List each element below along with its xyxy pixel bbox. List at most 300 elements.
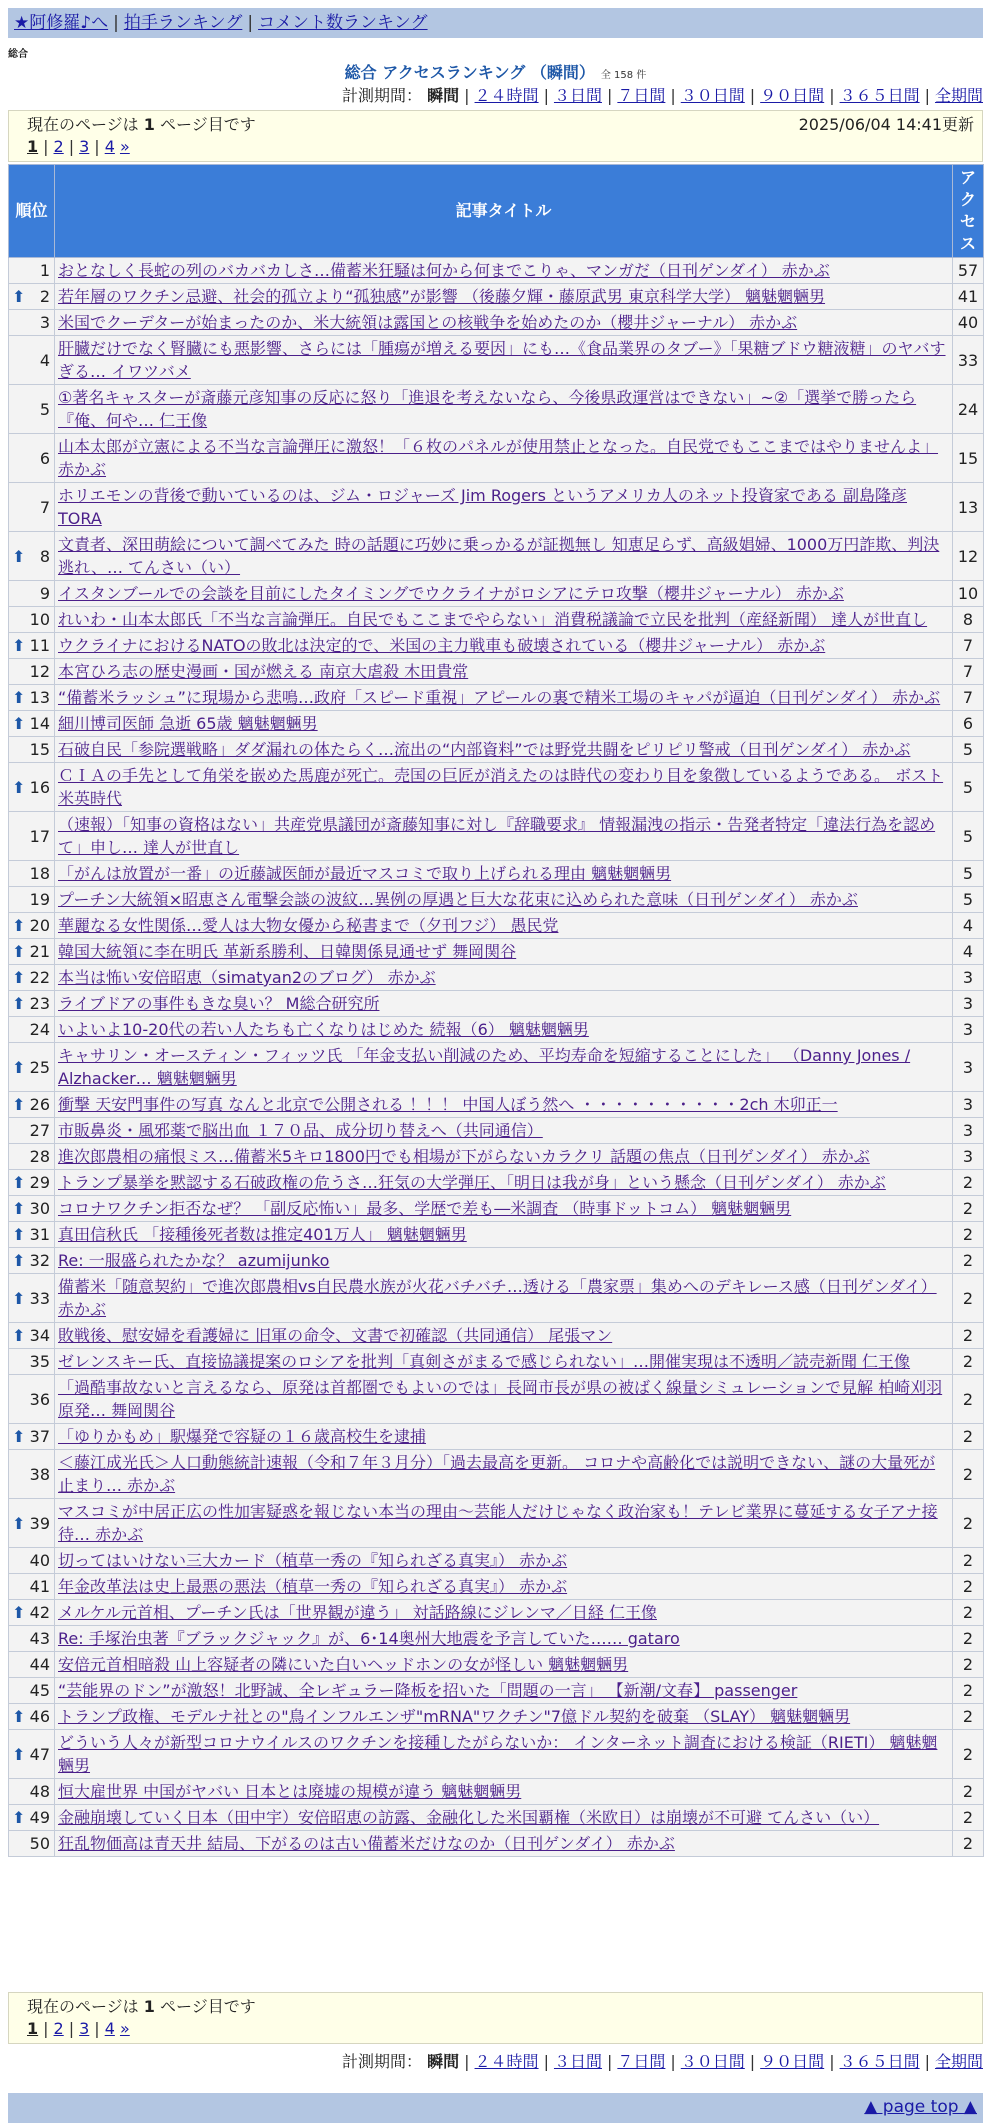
page-link-3[interactable]: 3 <box>79 137 90 156</box>
article-link[interactable]: 恒大雇世界 中国がヤバい 日本とは廃墟の規模が違う 魑魅魍魎男 <box>58 1782 522 1801</box>
table-row <box>9 258 984 284</box>
table-row <box>9 607 984 633</box>
rank-cell <box>9 812 55 861</box>
access-count: 6 <box>953 711 984 737</box>
comment-ranking-link[interactable]: コメント数ランキング <box>258 13 428 33</box>
next-page-link[interactable]: » <box>119 137 130 156</box>
table-row <box>9 887 984 913</box>
page-link-4[interactable]: 4 <box>104 137 115 156</box>
page-link-2[interactable]: 2 <box>53 137 64 156</box>
period-link-4[interactable]: ９０日間 <box>760 86 825 105</box>
access-count: 7 <box>953 659 984 685</box>
rank-number: 21 <box>29 942 50 961</box>
rank-cell <box>9 607 55 633</box>
arrow-up-icon: ⬆ <box>12 287 26 306</box>
access-count: 2 <box>953 1779 984 1805</box>
rank-cell <box>9 1323 55 1349</box>
rank-number: 15 <box>29 740 50 759</box>
page-top-link[interactable]: ▲ page top ▲ <box>864 2097 977 2117</box>
current-page-suffix: ページ目です <box>154 1997 256 2016</box>
period-label: 計測期間： <box>342 2052 423 2071</box>
rank-cell <box>9 711 55 737</box>
rank-number: 50 <box>29 1834 50 1853</box>
rank-number: 31 <box>29 1225 50 1244</box>
access-count: 2 <box>953 1704 984 1730</box>
article-link[interactable]: Re: 一服盛られたかな？ azumijunko <box>58 1251 330 1270</box>
rank-cell <box>9 532 55 581</box>
nav-separator: | <box>247 13 254 33</box>
rank-number: 5 <box>39 399 50 419</box>
page-separator: | <box>43 137 49 156</box>
title-cell <box>55 434 953 483</box>
rank-number: 49 <box>29 1808 50 1827</box>
rank-number: 22 <box>29 968 50 987</box>
rank-cell <box>9 737 55 763</box>
access-count: 4 <box>953 913 984 939</box>
arrow-up-icon: ⬆ <box>12 1173 26 1192</box>
rank-cell <box>9 1600 55 1626</box>
title-cell <box>55 284 953 310</box>
access-count: 3 <box>953 1043 984 1092</box>
page-current: 1 <box>27 137 39 156</box>
title-cell <box>55 1323 953 1349</box>
access-count: 2 <box>953 1248 984 1274</box>
article-link[interactable]: ホリエモンの背後で動いているのは、ジム・ロジャーズ Jim Rogers というアメリカ人のネット投資家である 副島隆彦 TORA <box>58 486 907 528</box>
period-current: 瞬間 <box>427 2052 460 2071</box>
title-cell <box>55 1170 953 1196</box>
rank-cell <box>9 763 55 812</box>
table-row <box>9 336 984 385</box>
header-rank: 順位 <box>9 165 55 258</box>
rank-cell <box>9 991 55 1017</box>
title-cell <box>55 532 953 581</box>
page-separator: | <box>68 137 75 156</box>
article-link[interactable]: トランプ政権、モデルナ社との"鳥インフルエンザ"mRNA"ワクチン"7億ドル契約を破棄 （SLAY） 魑魅魍魎男 <box>58 1707 851 1726</box>
rank-cell <box>9 1017 55 1043</box>
article-link[interactable]: 本当は怖い安倍昭恵（simatyan2のブログ） 赤かぶ <box>58 968 436 987</box>
title-cell <box>55 385 953 434</box>
article-link[interactable]: 若年層のワクチン忌避、社会的孤立より“孤独感”が影響 （後藤夕輝・藤原武男 東京科学大学） 魑魅魍魎男 <box>58 287 826 306</box>
article-link[interactable]: コロナワクチン拒否なぜ？ 「副反応怖い」最多、学歴で差も―米調査 （時事ドットコム） 魑魅魍魎男 <box>58 1199 792 1218</box>
access-count: 5 <box>953 812 984 861</box>
rank-number: 16 <box>29 777 50 797</box>
rank-cell <box>9 1548 55 1574</box>
ranking-header <box>0 60 991 83</box>
article-link[interactable]: “芸能界のドン”が激怒！北野誠、全レギュラー降板を招いた「問題の一言」 【新潮/文春】 passenger <box>58 1681 798 1700</box>
access-count: 2 <box>953 1730 984 1779</box>
table-row <box>9 711 984 737</box>
article-link[interactable]: 衝撃 天安門事件の写真 なんと北京で公開される ！！！ 中国人ぼう然へ ・・・・・・・・・・2ch 木卯正一 <box>58 1095 838 1114</box>
article-link[interactable]: 石破自民「参院選戦略」ダダ漏れの体たらく…流出の“内部資料”では野党共闘をピリピリ警戒（日刊ゲンダイ） 赤かぶ <box>58 740 911 759</box>
title-cell <box>55 633 953 659</box>
access-count: 3 <box>953 1118 984 1144</box>
rank-cell <box>9 1092 55 1118</box>
access-count: 4 <box>953 939 984 965</box>
article-link[interactable]: Re: 手塚治虫著『ブラックジャック』が、6･14奥州大地震を予言していた…… gataro <box>58 1629 680 1648</box>
arrow-up-icon: ⬆ <box>12 942 26 961</box>
period-link-1[interactable]: ３日間 <box>553 86 602 105</box>
article-link[interactable]: 韓国大統領に李在明氏 革新系勝利、日韓関係見通せず 舞岡関谷 <box>58 942 517 961</box>
article-link[interactable]: ＣＩＡの手先として角栄を嵌めた馬鹿が死亡。売国の巨匠が消えたのは時代の変わり目を象徴しているようである。 ボスト米英時代 <box>58 766 944 808</box>
rank-cell <box>9 1196 55 1222</box>
period-separator: | <box>606 86 613 105</box>
rank-number: 3 <box>39 313 50 332</box>
rank-cell <box>9 887 55 913</box>
rank-cell <box>9 1626 55 1652</box>
access-count: 5 <box>953 737 984 763</box>
access-count: 2 <box>953 1323 984 1349</box>
rank-number: 35 <box>29 1352 50 1371</box>
table-row <box>9 913 984 939</box>
rank-number: 43 <box>29 1629 50 1648</box>
period-separator: | <box>829 86 835 105</box>
rank-cell <box>9 1248 55 1274</box>
arrow-up-icon: ⬆ <box>12 1603 26 1622</box>
access-count: 12 <box>953 532 984 581</box>
article-link[interactable]: 文責者、深田萌絵について調べてみた 時の話題に巧妙に乗っかるが証拠無し 知恵足らず、高級娼婦、1000万円詐欺、判決逃れ、… てんさい（い） <box>58 535 940 577</box>
access-count: 2 <box>953 1548 984 1574</box>
table-row <box>9 1274 984 1323</box>
rank-number: 18 <box>29 864 50 883</box>
table-row <box>9 1424 984 1450</box>
article-link[interactable]: 細川博司医師 急逝 65歳 魑魅魍魎男 <box>58 714 318 733</box>
rank-cell <box>9 1779 55 1805</box>
access-count: 57 <box>953 258 984 284</box>
article-link[interactable]: おとなしく長蛇の列のバカバカしさ…備蓄米狂騒は何から何までこりゃ、マンガだ（日刊ゲンダイ） 赤かぶ <box>58 261 830 280</box>
access-count: 3 <box>953 1092 984 1118</box>
rank-number: 37 <box>29 1427 50 1446</box>
rank-number: 27 <box>29 1121 50 1140</box>
rank-cell <box>9 1043 55 1092</box>
rank-cell <box>9 1831 55 1857</box>
article-link[interactable]: 金融崩壊していく日本（田中宇）安倍昭恵の訪露、金融化した米国覇権（米欧日）は崩壊が不可避 てんさい（い） <box>58 1808 880 1827</box>
rank-number: 6 <box>39 448 50 468</box>
table-row <box>9 483 984 532</box>
access-count: 2 <box>953 1652 984 1678</box>
article-link[interactable]: ゼレンスキー氏、直接協議提案のロシアを批判「真剣さがまるで感じられない」…開催実現は不透明／読売新聞 仁王像 <box>58 1352 911 1371</box>
article-link[interactable]: キャサリン・オースティン・フィッツ氏 「年金支払い削減のため、平均寿命を短縮することにした」 （Danny Jones / Alzhacker… 魑魅魍魎男 <box>58 1046 911 1088</box>
rank-number: 19 <box>29 890 50 909</box>
period-link-5[interactable]: ３６５日間 <box>839 86 920 105</box>
ranking-table <box>8 164 984 1857</box>
period-separator: | <box>543 2052 549 2071</box>
title-cell <box>55 1704 953 1730</box>
title-cell <box>55 1349 953 1375</box>
arrow-up-icon: ⬆ <box>12 1707 26 1726</box>
table-row <box>9 1600 984 1626</box>
rank-cell <box>9 310 55 336</box>
arrow-up-icon: ⬆ <box>12 1326 26 1345</box>
table-row <box>9 659 984 685</box>
rank-cell <box>9 385 55 434</box>
article-link[interactable]: ①著名キャスターが斎藤元彦知事の反応に怒り「進退を考えないなら、今後県政運営はできない」~②「選挙で勝ったら『俺、何や… 仁王像 <box>58 388 917 430</box>
rank-number: 32 <box>29 1251 50 1270</box>
access-count: 2 <box>953 1678 984 1704</box>
current-page-number: 1 <box>143 115 155 134</box>
period-separator: | <box>670 2052 676 2071</box>
rank-number: 47 <box>29 1744 50 1764</box>
article-link[interactable]: 年金改革法は史上最悪の悪法（植草一秀の『知られざる真実』） 赤かぶ <box>58 1577 568 1596</box>
title-cell <box>55 1574 953 1600</box>
period-link-2[interactable]: ７日間 <box>617 86 666 105</box>
page-link-3[interactable]: 3 <box>79 2019 90 2038</box>
table-row <box>9 1548 984 1574</box>
rank-number: 10 <box>29 610 50 629</box>
arrow-up-icon: ⬆ <box>12 1095 26 1114</box>
article-link[interactable]: “備蓄米ラッシュ”に現場から悲鳴…政府「スピード重視」アピールの裏で精米工場のキャパが逼迫（日刊ゲンダイ） 赤かぶ <box>58 688 941 707</box>
access-count: 2 <box>953 1349 984 1375</box>
arrow-up-icon: ⬆ <box>12 994 26 1013</box>
rank-number: 38 <box>29 1464 50 1484</box>
table-row <box>9 861 984 887</box>
article-link[interactable]: 山本太郎が立憲による不当な言論弾圧に激怒！「６枚のパネルが使用禁止となった。自民党でもここまではやりませんよ」 赤かぶ <box>58 437 939 479</box>
rank-number: 45 <box>29 1681 50 1700</box>
article-link[interactable]: 備蓄米「随意契約」で進次郎農相vs自民農水族が火花バチバチ…透ける「農家票」集めへのデキレース感（日刊ゲンダイ） 赤かぶ <box>58 1277 937 1319</box>
article-link[interactable]: 華麗なる女性関係…愛人は大物女優から秘書まで（夕刊フジ） 愚民党 <box>58 916 559 935</box>
page-current: 1 <box>27 2019 39 2038</box>
table-row <box>9 633 984 659</box>
page-title: 総合 アクセスランキング （瞬間） <box>344 63 595 82</box>
arrow-up-icon: ⬆ <box>12 1057 26 1077</box>
access-count: 13 <box>953 483 984 532</box>
article-link[interactable]: 米国でクーデターが始まったのか、米大統領は露国との核戦争を始めたのか（櫻井ジャーナル） 赤かぶ <box>58 313 798 332</box>
period-link-3[interactable]: ３０日間 <box>680 2052 745 2071</box>
table-row <box>9 1626 984 1652</box>
access-count: 41 <box>953 284 984 310</box>
pagination <box>27 136 964 158</box>
article-link[interactable]: 切ってはいけない三大カード（植草一秀の『知られざる真実』） 赤かぶ <box>58 1551 568 1570</box>
table-row <box>9 991 984 1017</box>
article-link[interactable]: 「ゆりかもめ」駅爆発で容疑の１６歳高校生を逮捕 <box>58 1427 427 1446</box>
arrow-up-icon: ⬆ <box>12 1427 26 1446</box>
page-separator: | <box>43 2019 49 2038</box>
table-row <box>9 1170 984 1196</box>
period-label: 計測期間： <box>342 86 423 105</box>
current-page-suffix: ページ目です <box>154 115 256 134</box>
clap-ranking-link[interactable]: 拍手ランキング <box>123 13 243 33</box>
article-link[interactable]: 真田信秋氏 「接種後死者数は推定401万人」 魑魅魍魎男 <box>58 1225 467 1244</box>
access-count: 24 <box>953 385 984 434</box>
title-cell <box>55 1196 953 1222</box>
rank-cell <box>9 633 55 659</box>
access-count: 3 <box>953 1017 984 1043</box>
rank-cell <box>9 1144 55 1170</box>
rank-number: 34 <box>29 1326 50 1345</box>
rank-number: 2 <box>39 287 50 306</box>
title-cell <box>55 685 953 711</box>
access-count: 2 <box>953 1424 984 1450</box>
period-separator: | <box>749 86 756 105</box>
article-link[interactable]: ライブドアの事件もきな臭い？ M総合研究所 <box>58 994 380 1013</box>
rank-cell <box>9 861 55 887</box>
article-link[interactable]: 進次郎農相の痛恨ミス…備蓄米5キロ1800円でも相場が下がらないカラクリ 話題の焦点（日刊ゲンダイ） 赤かぶ <box>58 1147 870 1166</box>
article-link[interactable]: プーチン大統領×昭恵さん電撃会談の波紋…異例の厚遇と巨大な花束に込められた意味（日刊ゲンダイ） 赤かぶ <box>58 890 858 909</box>
table-row <box>9 1323 984 1349</box>
access-count: 2 <box>953 1274 984 1323</box>
access-count: 2 <box>953 1831 984 1857</box>
article-link[interactable]: 本宮ひろ志の歴史漫画・国が燃える 南京大虐殺 木田貴常 <box>58 662 469 681</box>
article-link[interactable]: トランプ暴挙を黙認する石破政権の危うさ…狂気の大学弾圧、「明日は我が身」という懸念（日刊ゲンダイ） 赤かぶ <box>58 1173 886 1192</box>
title-cell <box>55 1222 953 1248</box>
item-count: 全 158 件 <box>600 70 647 81</box>
title-cell <box>55 1424 953 1450</box>
access-count: 7 <box>953 633 984 659</box>
table-row <box>9 685 984 711</box>
rank-number: 41 <box>29 1577 50 1596</box>
access-count: 2 <box>953 1450 984 1499</box>
page-link-4[interactable]: 4 <box>104 2019 115 2038</box>
article-link[interactable]: マスコミが中居正広の性加害疑惑を報じない本当の理由〜芸能人だけじゃなく政治家も！テレビ業界に蔓延する女子アナ接待… 赤かぶ <box>58 1502 938 1544</box>
period-link-6[interactable]: 全期間 <box>934 2052 983 2071</box>
period-link-5[interactable]: ３６５日間 <box>839 2052 920 2071</box>
page-separator: | <box>94 137 100 156</box>
rank-number: 42 <box>29 1603 50 1622</box>
rank-cell <box>9 1450 55 1499</box>
title-cell <box>55 1144 953 1170</box>
pager-top <box>8 110 983 162</box>
article-link[interactable]: 安倍元首相暗殺 山上容疑者の隣にいた白いヘッドホンの女が怪しい 魑魅魍魎男 <box>58 1655 629 1674</box>
access-count: 40 <box>953 310 984 336</box>
article-link[interactable]: 「がんは放置が一番」の近藤誠医師が最近マスコミで取り上げられる理由 魑魅魍魎男 <box>58 864 672 883</box>
article-link[interactable]: ウクライナにおけるNATOの敗北は決定的で、米国の主力戦車も破壊されている（櫻井ジャーナル） 赤かぶ <box>58 636 826 655</box>
title-cell <box>55 483 953 532</box>
title-cell <box>55 310 953 336</box>
title-cell <box>55 991 953 1017</box>
access-count: 2 <box>953 1600 984 1626</box>
title-cell <box>55 1274 953 1323</box>
article-link[interactable]: （速報）「知事の資格はない」共産党県議団が斎藤知事に対し『辞職要求』 情報漏洩の指示・告発者特定「違法行為を認めて」申し… 達人が世直し <box>58 815 936 857</box>
access-count: 2 <box>953 1499 984 1548</box>
rank-cell <box>9 685 55 711</box>
article-link[interactable]: ＜藤江成光氏＞人口動態統計速報（令和７年３月分）「過去最高を更新。 コロナや高齢化では説明できない、謎の大量死が止まり… 赤かぶ <box>58 1453 936 1495</box>
arrow-up-icon: ⬆ <box>12 1225 26 1244</box>
arrow-up-icon: ⬆ <box>12 714 26 733</box>
current-page-prefix: 現在のページは <box>27 1997 144 2016</box>
arrow-up-icon: ⬆ <box>12 916 26 935</box>
period-link-3[interactable]: ３０日間 <box>680 86 745 105</box>
access-count: 2 <box>953 1805 984 1831</box>
title-cell <box>55 258 953 284</box>
table-row <box>9 965 984 991</box>
article-link[interactable]: れいわ・山本太郎氏「不当な言論弾圧。自民でもここまでやらない」消費税議論で立民を批判（産経新聞） 達人が世直し <box>58 610 928 629</box>
table-row <box>9 310 984 336</box>
rank-cell <box>9 284 55 310</box>
next-page-link[interactable]: » <box>119 2019 130 2038</box>
table-row <box>9 812 984 861</box>
period-link-0[interactable]: ２４時間 <box>474 86 539 105</box>
arrow-up-icon: ⬆ <box>12 777 26 797</box>
arrow-up-icon: ⬆ <box>12 1513 26 1533</box>
table-row <box>9 763 984 812</box>
rank-number: 20 <box>29 916 50 935</box>
title-cell <box>55 1092 953 1118</box>
rank-cell <box>9 1170 55 1196</box>
updated-timestamp: 2025/06/04 14:41更新 <box>798 115 974 134</box>
period-link-4[interactable]: ９０日間 <box>760 2052 825 2071</box>
rank-cell <box>9 1805 55 1831</box>
title-cell <box>55 581 953 607</box>
access-count: 10 <box>953 581 984 607</box>
table-row <box>9 1704 984 1730</box>
article-link[interactable]: 「過酷事故ないと言えるなら、原発は首都圏でもよいのでは」長岡市長が県の被ばく線量シミュレーションで見解 柏崎刈羽原発… 舞岡関谷 <box>58 1378 943 1420</box>
table-row <box>9 1144 984 1170</box>
access-count: 33 <box>953 336 984 385</box>
rank-cell <box>9 434 55 483</box>
period-link-1[interactable]: ３日間 <box>553 2052 602 2071</box>
table-row <box>9 532 984 581</box>
title-cell <box>55 1118 953 1144</box>
article-link[interactable]: 市販鼻炎・風邪薬で脳出血 １７０品、成分切り替えへ（共同通信） <box>58 1121 543 1140</box>
rank-number: 39 <box>29 1513 50 1533</box>
rank-cell <box>9 1730 55 1779</box>
period-link-0[interactable]: ２４時間 <box>474 2052 539 2071</box>
header-title: 記事タイトル <box>55 165 953 258</box>
article-link[interactable]: いよいよ10-20代の若い人たちも亡くなりはじめた 続報（6） 魑魅魍魎男 <box>58 1020 589 1039</box>
rank-cell <box>9 581 55 607</box>
access-count: 2 <box>953 1222 984 1248</box>
bottom-bar <box>8 2093 983 2123</box>
table-row <box>9 1678 984 1704</box>
article-link[interactable]: 肝臓だけでなく腎臓にも悪影響、さらには「腫瘍が増える要因」にも…《食品業界のタブー》「果糖ブドウ糖液糖」のヤバすぎる… イワツバメ <box>58 339 946 381</box>
article-link[interactable]: メルケル元首相、プーチン氏は「世界観が違う」 対話路線にジレンマ／日経 仁王像 <box>58 1603 657 1622</box>
table-row <box>9 1652 984 1678</box>
rank-number: 8 <box>39 546 50 566</box>
title-cell <box>55 1450 953 1499</box>
nav-separator: | <box>113 13 119 33</box>
title-cell <box>55 607 953 633</box>
rank-cell <box>9 1499 55 1548</box>
period-link-6[interactable]: 全期間 <box>934 86 983 105</box>
period-separator: | <box>464 86 470 105</box>
title-cell <box>55 1548 953 1574</box>
title-cell <box>55 1626 953 1652</box>
article-link[interactable]: 敗戦後、慰安婦を看護婦に 旧軍の命令、文書で初確認（共同通信） 尾張マン <box>58 1326 613 1345</box>
period-link-2[interactable]: ７日間 <box>617 2052 666 2071</box>
rank-cell <box>9 483 55 532</box>
table-row <box>9 1831 984 1857</box>
page-link-2[interactable]: 2 <box>53 2019 64 2038</box>
period-separator: | <box>464 2052 470 2071</box>
title-cell <box>55 737 953 763</box>
article-link[interactable]: どういう人々が新型コロナウイルスのワクチンを接種したがらないか： インターネット調査における検証（RIETI） 魑魅魍魎男 <box>58 1733 938 1775</box>
title-cell <box>55 336 953 385</box>
access-count: 5 <box>953 763 984 812</box>
access-count: 8 <box>953 607 984 633</box>
rank-cell <box>9 1222 55 1248</box>
rank-cell <box>9 1375 55 1424</box>
period-separator: | <box>670 86 676 105</box>
pager-bottom <box>8 1992 983 2044</box>
article-link[interactable]: 狂乱物価高は青天井 結局、下がるのは古い備蓄米だけなのか（日刊ゲンダイ） 赤かぶ <box>58 1834 675 1853</box>
rank-number: 48 <box>29 1782 50 1801</box>
article-link[interactable]: イスタンブールでの会談を目前にしたタイミングでウクライナがロシアにテロ攻撃（櫻井ジャーナル） 赤かぶ <box>58 584 844 603</box>
table-row <box>9 1017 984 1043</box>
title-cell <box>55 887 953 913</box>
title-cell <box>55 1805 953 1831</box>
arrow-up-icon: ⬆ <box>12 1744 26 1764</box>
table-row <box>9 737 984 763</box>
access-count: 2 <box>953 1574 984 1600</box>
rank-number: 11 <box>29 636 50 655</box>
page-separator: | <box>94 2019 100 2038</box>
access-count: 5 <box>953 887 984 913</box>
home-link[interactable]: ★阿修羅♪へ <box>14 13 109 33</box>
arrow-up-icon: ⬆ <box>12 688 26 707</box>
rank-number: 44 <box>29 1655 50 1674</box>
current-page-prefix: 現在のページは <box>27 115 144 134</box>
rank-cell <box>9 1274 55 1323</box>
title-cell <box>55 659 953 685</box>
